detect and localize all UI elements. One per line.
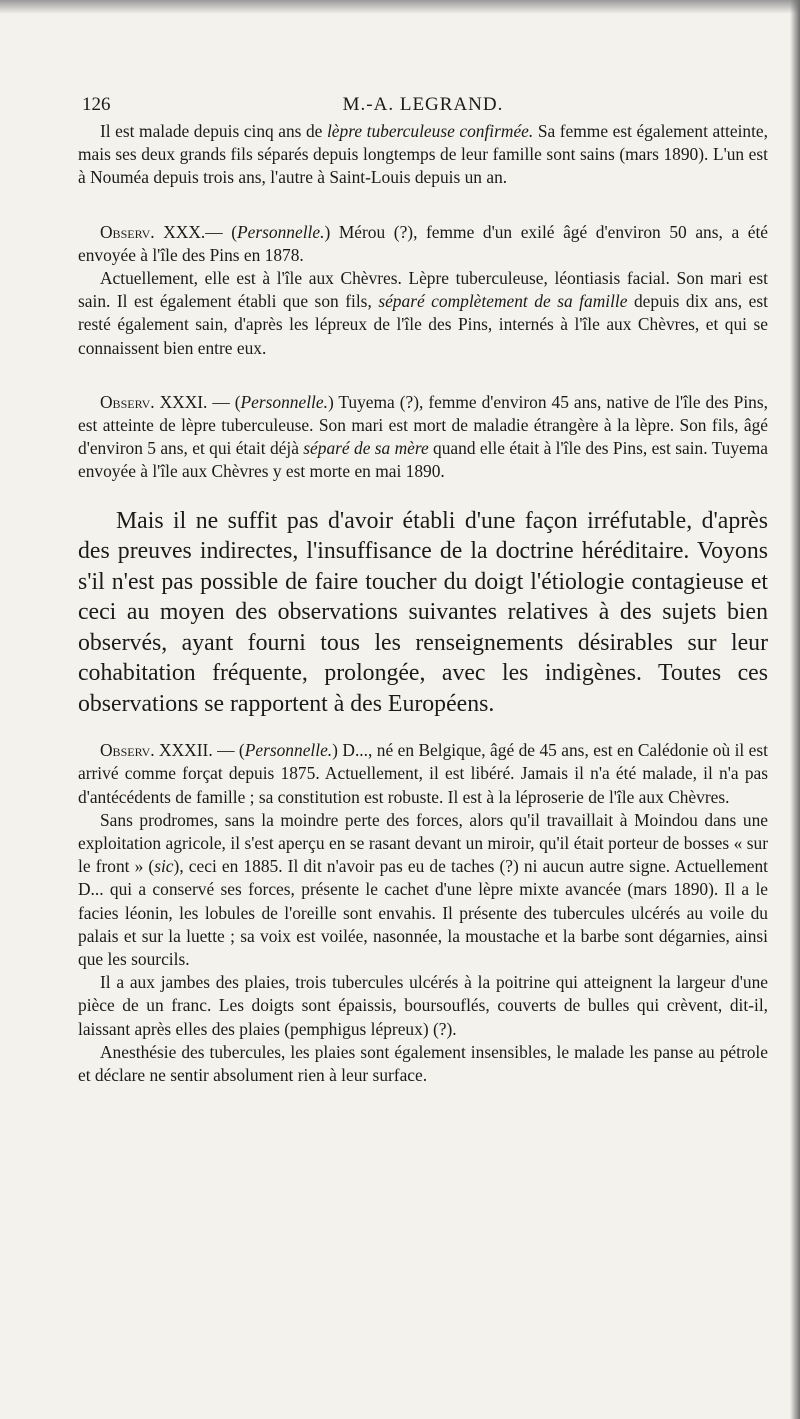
observation-label: Observ. XXX. <box>100 221 206 242</box>
observation-30-body: Actuellement, elle est à l'île aux Chèvres. Lèpre tuberculeuse, léontiasis facial. Son mari est sain. Il est également établi que son fils, séparé complètement de sa famille depuis dix ans, est resté également sain, d'après les lépreux de l'île des Pins, internés à l'île aux Chèvres, et qui se connaissent bien entre eux. <box>78 268 768 358</box>
observation-32-intro: Observ. XXXII. — (Personnelle.) D..., né en Belgique, âgé de 45 ans, est en Calédonie où il est arrivé comme forçat depuis 1875. Actuellement, il est libéré. Jamais il n'a été malade, il n'a pas d'antécédents de famille ; sa constitution est robuste. Il est à la léproserie de l'île aux Chèvres. <box>78 740 768 807</box>
observation-32-history: Sans prodromes, sans la moindre perte des forces, alors qu'il travaillait à Moindou dans une exploitation agricole, il s'est aperçu en se rasant devant un miroir, qu'il était porteur de bosses « sur le front » (sic), ceci en 1885. Il dit n'avoir pas eu de taches (?) ni aucun autre signe. Actuellement D... qui a conservé ses forces, présente le cachet d'une lèpre mixte avancée (mars 1890). Il a le facies léonin, les lobules de l'oreille sont envahis. Il présente des tubercules ulcérés au voile du palais et sur la luette ; sa voix est voilée, nasonnée, la moustache et la barbe sont dégarnies, ainsi que les sourcils. <box>78 809 768 969</box>
observation-label: Observ. XXXI. <box>100 391 208 412</box>
book-page <box>78 94 768 1087</box>
running-head <box>78 94 768 120</box>
scan-edge-right <box>790 0 800 1419</box>
observation-32-anesthesia: Anesthésie des tubercules, les plaies sont également insensibles, le malade les panse au pétrole et déclare ne sentir absolument rien à leur surface. <box>78 1041 768 1085</box>
continuation-paragraph: Il est malade depuis cinq ans de lèpre tuberculeuse confirmée. Sa femme est également atteinte, mais ses deux grands fils séparés depuis longtemps de leur famille sont sains (mars 1890). L'un est à Nouméa depuis trois ans, l'autre à Saint-Louis depuis un an. <box>78 121 768 188</box>
main-text-paragraph: Mais il ne suffit pas d'avoir établi d'une façon irréfutable, d'après des preuves indirectes, l'insuffisance de la doctrine héréditaire. Voyons s'il n'est pas possible de faire toucher du doigt l'étiologie contagieuse et ceci au moyen des observations suivantes relatives à des sujets bien observés, ayant fourni tous les renseignements désirables sur leur cohabitation fréquente, prolongée, avec les indigènes. Toutes ces observations se rapportent à des Européens. <box>78 507 768 717</box>
observation-30-intro: Observ. XXX.— (Personnelle.) Mérou (?), femme d'un exilé âgé d'environ 50 ans, a été envoyée à l'île des Pins en 1878. <box>78 221 769 265</box>
observations-part-2 <box>78 739 768 1087</box>
running-title: M.-A. LEGRAND. <box>342 94 504 115</box>
observations-part-1 <box>78 120 768 484</box>
observation-32-lesions: Il a aux jambes des plaies, trois tubercules ulcérés à la poitrine qui atteignent la largeur d'une pièce de un franc. Les doigts sont épaissis, boursouflés, couverts de bulles qui crèvent, dit-il, laissant après elles des plaies (pemphigus lépreux) (?). <box>78 972 768 1039</box>
scan-edge-top <box>0 0 800 14</box>
observation-label: Observ. XXXII. <box>100 740 213 761</box>
page-number: 126 <box>82 94 111 115</box>
observation-31: Observ. XXXI. — (Personnelle.) Tuyema (?), femme d'environ 45 ans, native de l'île des Pins, est atteinte de lèpre tuberculeuse. Son mari est mort de maladie étrangère à la lèpre. Son fils, âgé d'environ 5 ans, et qui était déjà séparé de sa mère quand elle était à l'île des Pins, est sain. Tuyema envoyée à l'île aux Chèvres y est morte en mai 1890. <box>78 391 768 482</box>
